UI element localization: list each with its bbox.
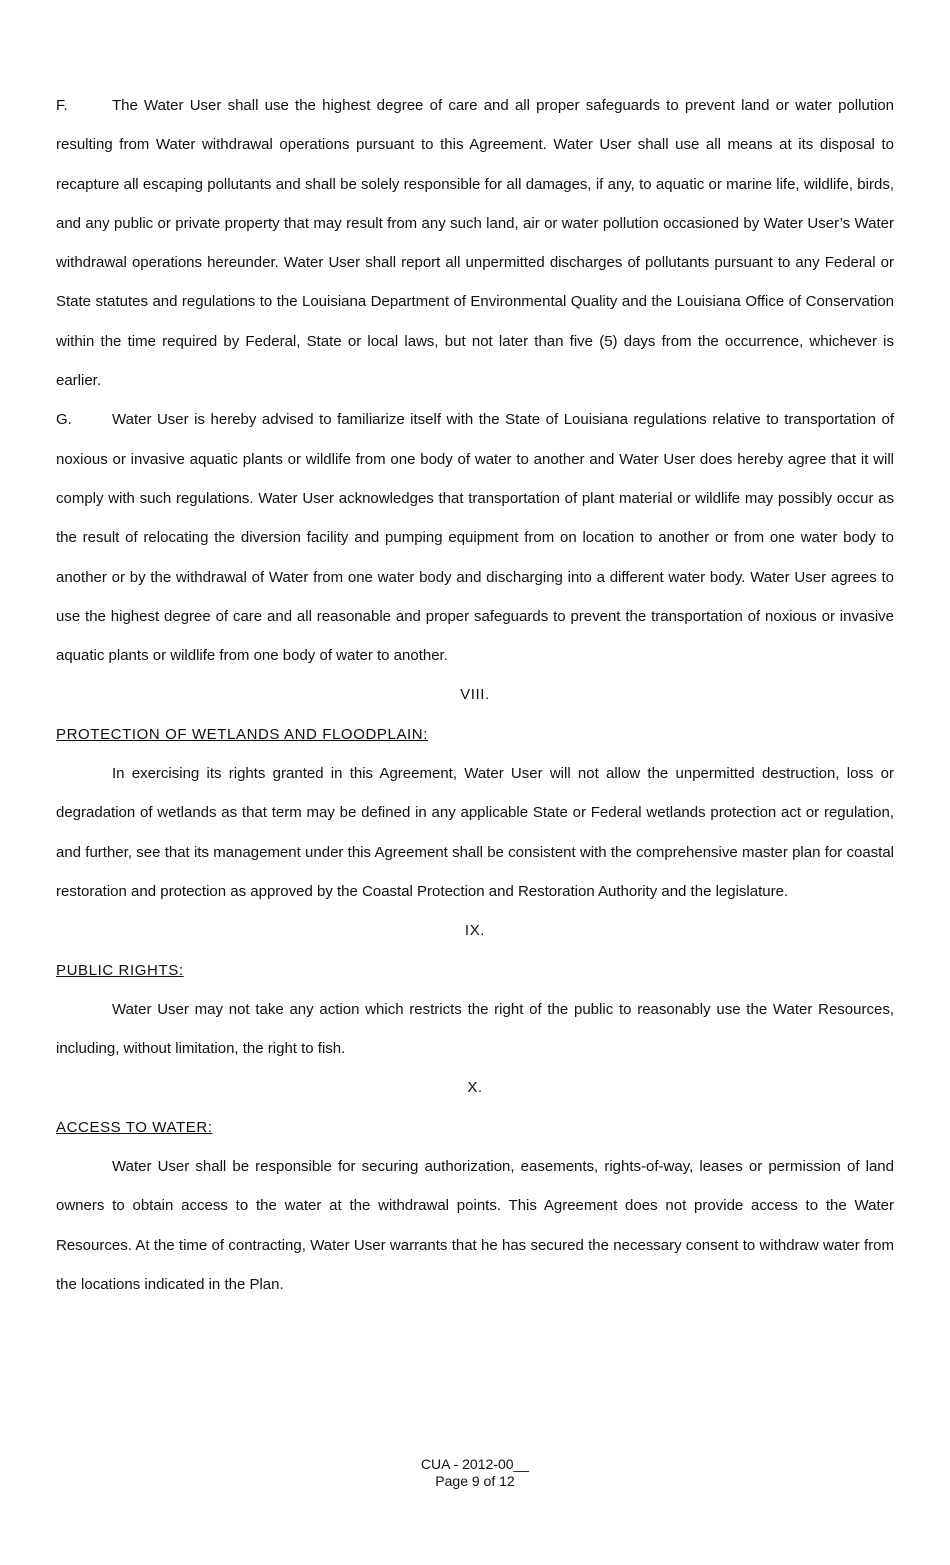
section-g-text: Water User is hereby advised to familiarize itself with the State of Louisiana regulations relative to transportation of noxious or invasive aquatic plants or wildlife from one body of water to another and Water User does hereby agree that it will comply with such regulations. Water User acknowledges that transportation of plant material or wildlife may possibly occur as the result of relocating the diversion facility and pumping equipment from on location to another or from one water body to another or by the withdrawal of Water from one water body and discharging into a different water body. Water User agrees to use the highest degree of care and all reasonable and proper safeguards to prevent the transportation of noxious or invasive aquatic plants or wildlife from one body of water to another. bbox=[56, 411, 894, 665]
section-g-label: G. bbox=[56, 411, 72, 429]
article-viii-heading: PROTECTION OF WETLANDS AND FLOODPLAIN: bbox=[56, 725, 429, 743]
section-g-paragraph bbox=[56, 400, 894, 675]
article-x-text: Water User shall be responsible for securing authorization, easements, rights-of-way, leases or permission of land owners to obtain access to the water at the withdrawal points. This Agreement does not provide access to the Water Resources. At the time of contracting, Water User warrants that he has secured the necessary consent to withdraw water from the locations indicated in the Plan. bbox=[56, 1158, 894, 1293]
article-viii-numeral: VIII. bbox=[460, 686, 490, 704]
article-x-heading-line bbox=[56, 1108, 894, 1147]
article-ix-numeral: IX. bbox=[464, 922, 486, 940]
article-x-heading: ACCESS TO WATER: bbox=[56, 1118, 213, 1136]
section-f-text: The Water User shall use the highest degree of care and all proper safeguards to prevent land or water pollution resulting from Water withdrawal operations pursuant to this Agreement. Water User shall use all means at its disposal to recapture all escaping pollutants and shall be solely responsible for all damages, if any, to aquatic or marine life, wildlife, birds, and any public or private property that may result from any such land, air or water pollution occasioned by Water User’s Water withdrawal operations hereunder. Water User shall report all unpermitted discharges of pollutants pursuant to any Federal or State statutes and regulations to the Louisiana Department of Environmental Quality and the Louisiana Office of Conservation within the time required by Federal, State or local laws, but not later than five (5) days from the occurrence, whichever is earlier. bbox=[56, 97, 894, 390]
footer-page-number: Page 9 of 12 bbox=[435, 1473, 515, 1489]
page-footer bbox=[0, 1456, 950, 1490]
article-viii-heading-line bbox=[56, 715, 894, 754]
section-f-paragraph bbox=[56, 86, 894, 400]
article-ix-heading: PUBLIC RIGHTS: bbox=[56, 961, 184, 979]
document-page bbox=[56, 86, 894, 1304]
article-ix-text: Water User may not take any action which restricts the right of the public to reasonably use the Water Resources, including, without limitation, the right to fish. bbox=[56, 1000, 894, 1058]
article-x-numeral: X. bbox=[467, 1079, 483, 1097]
footer-doc-id: CUA - 2012-00__ bbox=[420, 1456, 530, 1472]
article-ix-heading-line bbox=[56, 951, 894, 990]
section-f-label: F. bbox=[56, 97, 68, 114]
article-viii-text: In exercising its rights granted in this Agreement, Water User will not allow the unpermitted destruction, loss or degradation of wetlands as that term may be defined in any applicable State or Federal wetlands protection act or regulation, and further, see that its management under this Agreement shall be consistent with the comprehensive master plan for coastal restoration and protection as approved by the Coastal Protection and Restoration Authority and the legislature. bbox=[56, 765, 894, 900]
